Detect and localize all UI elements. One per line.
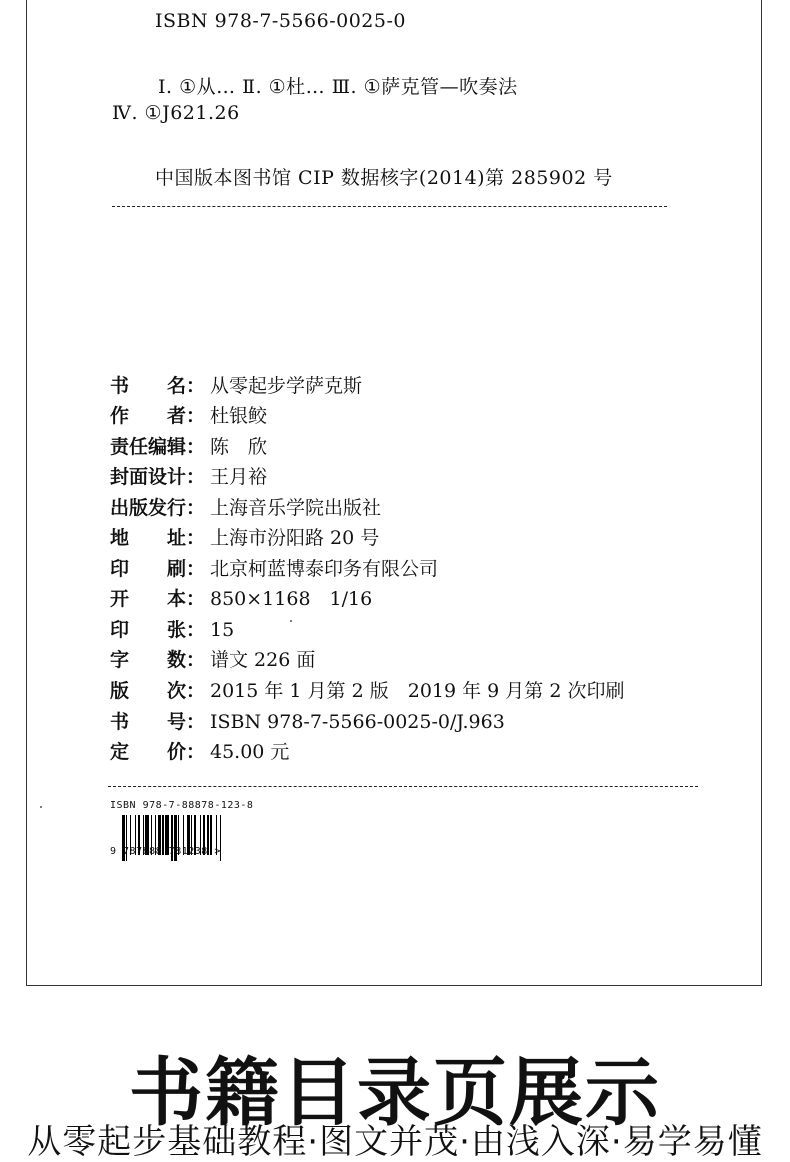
info-value: 15	[210, 619, 235, 641]
info-value: 王月裕	[210, 466, 268, 488]
divider-top	[112, 206, 667, 207]
info-label: 定 价：	[110, 741, 206, 763]
info-label: 书 号：	[110, 711, 206, 733]
banner-subtitle: 从零起步基础教程·图文并茂·由浅入深·易学易懂	[27, 1122, 763, 1162]
info-row-address	[110, 523, 379, 553]
isbn-barcode	[110, 800, 290, 857]
info-value: 北京柯蓝博泰印务有限公司	[210, 558, 439, 580]
info-value: 上海音乐学院出版社	[210, 497, 382, 519]
barcode-top-text: ISBN 978-7-88878-123-8	[110, 800, 254, 811]
info-row-editor	[110, 432, 267, 462]
info-label: 地 址：	[110, 527, 206, 549]
info-row-pages	[110, 645, 315, 675]
info-row-publisher	[110, 493, 381, 523]
info-label: 出版发行：	[110, 497, 206, 519]
info-label: 字 数：	[110, 649, 206, 671]
info-value: 谱文 226 面	[210, 649, 316, 671]
info-row-sheets	[110, 615, 234, 645]
info-row-edition	[110, 676, 624, 706]
info-label: 作 者：	[110, 405, 206, 427]
divider-bottom	[108, 786, 698, 787]
subject-line-1: Ⅰ. ①从… Ⅱ. ①杜… Ⅲ. ①萨克管—吹奏法	[158, 76, 518, 98]
speck	[40, 806, 42, 808]
info-row-author	[110, 401, 267, 431]
info-row-price	[110, 737, 289, 767]
info-value: ISBN 978-7-5566-0025-0/J.963	[210, 711, 505, 733]
info-row-book-number	[110, 707, 505, 737]
isbn-line: ISBN 978-7-5566-0025-0	[155, 10, 406, 32]
info-row-cover-design	[110, 462, 267, 492]
info-row-title	[110, 371, 362, 401]
barcode-bottom-text: 9 787888 781238 >	[110, 846, 221, 857]
info-value: 从零起步学萨克斯	[210, 375, 363, 397]
info-label: 封面设计：	[110, 466, 206, 488]
info-label: 版 次：	[110, 680, 206, 702]
info-label: 印 刷：	[110, 558, 206, 580]
info-value: 45.00 元	[210, 741, 290, 763]
info-value: 陈 欣	[210, 436, 268, 458]
info-value: 850×1168 1/16	[210, 588, 373, 610]
info-label: 印 张：	[110, 619, 206, 641]
info-label: 开 本：	[110, 588, 206, 610]
info-value: 2015 年 1 月第 2 版 2019 年 9 月第 2 次印刷	[210, 680, 625, 702]
info-value: 杜银鲛	[210, 405, 268, 427]
info-row-format	[110, 584, 372, 614]
speck	[290, 620, 292, 622]
banner-title: 书籍目录页展示	[129, 1050, 661, 1136]
info-label: 责任编辑：	[110, 436, 206, 458]
info-value: 上海市汾阳路 20 号	[210, 527, 380, 549]
subject-line-2: Ⅳ. ①J621.26	[112, 102, 240, 124]
info-label: 书 名：	[110, 375, 206, 397]
info-row-printer	[110, 554, 438, 584]
cip-number: 中国版本图书馆 CIP 数据核字(2014)第 285902 号	[155, 167, 613, 189]
